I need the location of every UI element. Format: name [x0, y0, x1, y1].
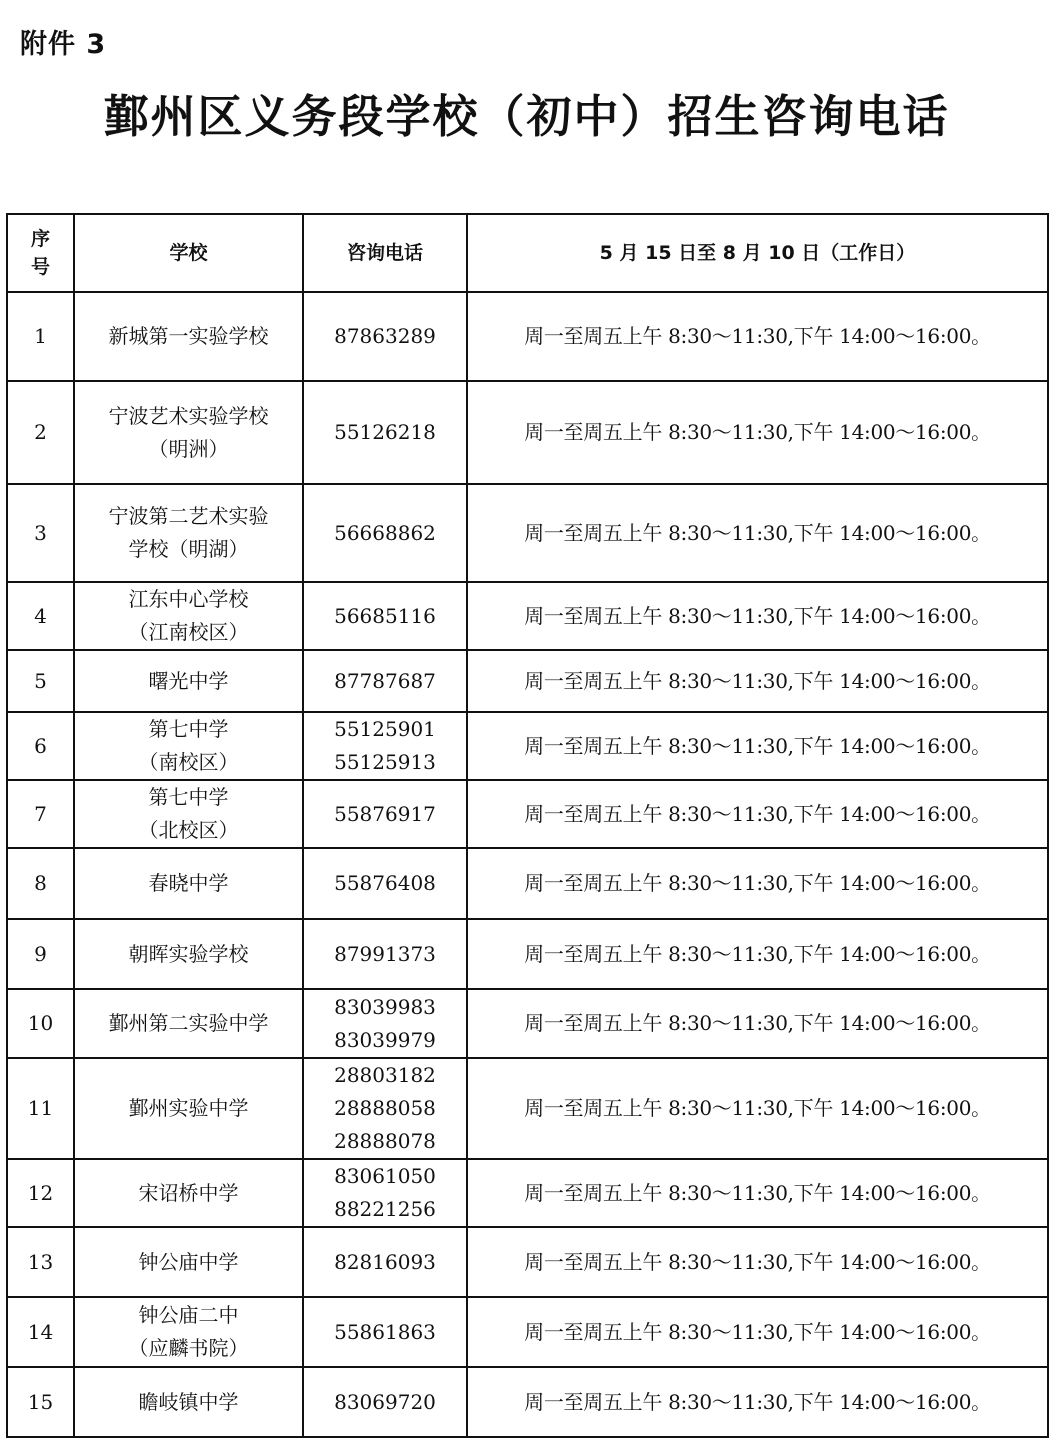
row-index-cell: 5	[7, 650, 74, 712]
phone-cell	[303, 292, 467, 381]
office-hours-cell: 周一至周五上午 8:30～11:30,下午 14:00～16:00。	[467, 1227, 1048, 1297]
phone-cell	[303, 1297, 467, 1367]
school-name-cell	[74, 1297, 303, 1367]
table-header-row	[7, 214, 1048, 292]
document-title: 鄞州区义务段学校（初中）招生咨询电话	[103, 90, 950, 143]
office-hours-cell: 周一至周五上午 8:30～11:30,下午 14:00～16:00。	[467, 650, 1048, 712]
phone-number: 55876917	[334, 801, 436, 826]
table-row	[7, 989, 1048, 1058]
header-index-line1: 序	[30, 228, 50, 250]
row-index-cell: 1	[7, 292, 74, 381]
school-name-line: 第七中学	[148, 717, 229, 741]
consultation-phone-table	[6, 213, 1049, 1438]
table-row	[7, 381, 1048, 484]
table-row	[7, 1227, 1048, 1297]
office-hours-cell: 周一至周五上午 8:30～11:30,下午 14:00～16:00。	[467, 919, 1048, 989]
school-name-cell	[74, 780, 303, 848]
school-name-line: （南校区）	[138, 750, 239, 774]
phone-number: 88221256	[334, 1197, 436, 1221]
phone-number: 82816093	[334, 1249, 436, 1274]
school-name-line: 鄞州实验中学	[128, 1096, 249, 1120]
phone-cell	[303, 650, 467, 712]
office-hours-cell: 周一至周五上午 8:30～11:30,下午 14:00～16:00。	[467, 1058, 1048, 1159]
phone-number: 83061050	[334, 1164, 436, 1188]
school-name-line: 第七中学	[148, 785, 229, 809]
phone-number: 83039983	[334, 994, 436, 1019]
school-name-line: 宁波第二艺术实验	[108, 504, 269, 528]
row-index-cell: 9	[7, 919, 74, 989]
phone-number: 83069720	[334, 1389, 436, 1414]
phone-cell	[303, 848, 467, 919]
phone-cell	[303, 1227, 467, 1297]
office-hours-cell: 周一至周五上午 8:30～11:30,下午 14:00～16:00。	[467, 1367, 1048, 1437]
phone-number: 55876408	[334, 871, 436, 895]
row-index-cell: 12	[7, 1159, 74, 1227]
row-index-cell: 4	[7, 582, 74, 650]
row-index-cell: 6	[7, 712, 74, 780]
header-index-line2: 号	[30, 256, 50, 278]
office-hours-cell: 周一至周五上午 8:30～11:30,下午 14:00～16:00。	[467, 989, 1048, 1058]
school-name-line: （明洲）	[148, 436, 229, 461]
phone-cell	[303, 1058, 467, 1159]
phone-cell	[303, 712, 467, 780]
school-name-cell	[74, 582, 303, 650]
phone-number: 28888078	[334, 1129, 436, 1153]
table-row	[7, 1159, 1048, 1227]
row-index-cell: 3	[7, 484, 74, 582]
phone-cell	[303, 919, 467, 989]
phone-number: 83039979	[334, 1027, 436, 1052]
office-hours-cell: 周一至周五上午 8:30～11:30,下午 14:00～16:00。	[467, 780, 1048, 848]
header-index	[7, 214, 74, 292]
row-index-cell: 7	[7, 780, 74, 848]
row-index-cell: 2	[7, 381, 74, 484]
phone-number: 87991373	[334, 941, 436, 966]
school-name-line: 曙光中学	[148, 668, 229, 693]
school-name-cell	[74, 292, 303, 381]
phone-cell	[303, 989, 467, 1058]
school-name-cell	[74, 484, 303, 582]
school-name-cell	[74, 712, 303, 780]
office-hours-cell: 周一至周五上午 8:30～11:30,下午 14:00～16:00。	[467, 1297, 1048, 1367]
row-index-cell: 13	[7, 1227, 74, 1297]
office-hours-cell: 周一至周五上午 8:30～11:30,下午 14:00～16:00。	[467, 484, 1048, 582]
table-row	[7, 484, 1048, 582]
school-name-line: （北校区）	[138, 818, 239, 842]
school-name-line: 春晓中学	[148, 871, 229, 895]
row-index-cell: 11	[7, 1058, 74, 1159]
school-name-line: 宁波艺术实验学校	[108, 403, 269, 428]
office-hours-cell: 周一至周五上午 8:30～11:30,下午 14:00～16:00。	[467, 848, 1048, 919]
table-row	[7, 1367, 1048, 1437]
school-name-cell	[74, 1058, 303, 1159]
table-row	[7, 848, 1048, 919]
office-hours-cell: 周一至周五上午 8:30～11:30,下午 14:00～16:00。	[467, 292, 1048, 381]
school-name-line: 宋诏桥中学	[138, 1180, 239, 1205]
table-row	[7, 582, 1048, 650]
office-hours-cell: 周一至周五上午 8:30～11:30,下午 14:00～16:00。	[467, 582, 1048, 650]
table-row	[7, 1297, 1048, 1367]
phone-number: 55125913	[334, 750, 436, 774]
school-name-line: （江南校区）	[128, 620, 249, 644]
phone-number: 87787687	[334, 668, 436, 693]
school-name-line: 新城第一实验学校	[108, 324, 269, 348]
phone-number: 56668862	[334, 520, 436, 545]
header-phone: 咨询电话	[303, 214, 467, 292]
row-index-cell: 8	[7, 848, 74, 919]
table-row	[7, 650, 1048, 712]
phone-number: 55861863	[334, 1319, 436, 1344]
header-school: 学校	[74, 214, 303, 292]
table-row	[7, 780, 1048, 848]
office-hours-cell: 周一至周五上午 8:30～11:30,下午 14:00～16:00。	[467, 1159, 1048, 1227]
school-name-cell	[74, 650, 303, 712]
phone-number: 55126218	[334, 420, 436, 444]
table-row	[7, 919, 1048, 989]
school-name-line: 钟公庙二中	[138, 1303, 239, 1327]
school-name-line: 鄞州第二实验中学	[108, 1011, 269, 1035]
phone-cell	[303, 780, 467, 848]
school-name-line: 瞻岐镇中学	[138, 1389, 239, 1414]
row-index-cell: 14	[7, 1297, 74, 1367]
school-name-cell	[74, 848, 303, 919]
school-name-cell	[74, 381, 303, 484]
phone-cell	[303, 381, 467, 484]
phone-number: 87863289	[334, 324, 436, 348]
school-name-cell	[74, 1159, 303, 1227]
school-name-cell	[74, 919, 303, 989]
attachment-label: 附件 3	[20, 29, 107, 60]
phone-number: 28803182	[334, 1063, 436, 1087]
school-name-line: （应麟书院）	[128, 1336, 249, 1360]
header-hours: 5 月 15 日至 8 月 10 日（工作日）	[467, 214, 1048, 292]
phone-number: 55125901	[334, 717, 436, 741]
phone-number: 56685116	[334, 603, 436, 628]
school-name-cell	[74, 1227, 303, 1297]
table-row	[7, 1058, 1048, 1159]
phone-cell	[303, 484, 467, 582]
table-body	[7, 292, 1048, 1437]
table-row	[7, 712, 1048, 780]
school-name-line: 钟公庙中学	[138, 1249, 239, 1274]
office-hours-cell: 周一至周五上午 8:30～11:30,下午 14:00～16:00。	[467, 712, 1048, 780]
phone-number: 28888058	[334, 1096, 436, 1120]
phone-cell	[303, 1367, 467, 1437]
school-name-cell	[74, 989, 303, 1058]
school-name-cell	[74, 1367, 303, 1437]
school-name-line: 学校（明湖）	[128, 537, 249, 561]
phone-cell	[303, 582, 467, 650]
phone-cell	[303, 1159, 467, 1227]
table-row	[7, 292, 1048, 381]
row-index-cell: 10	[7, 989, 74, 1058]
school-name-line: 朝晖实验学校	[128, 941, 249, 966]
row-index-cell: 15	[7, 1367, 74, 1437]
office-hours-cell: 周一至周五上午 8:30～11:30,下午 14:00～16:00。	[467, 381, 1048, 484]
school-name-line: 江东中心学校	[128, 587, 249, 611]
